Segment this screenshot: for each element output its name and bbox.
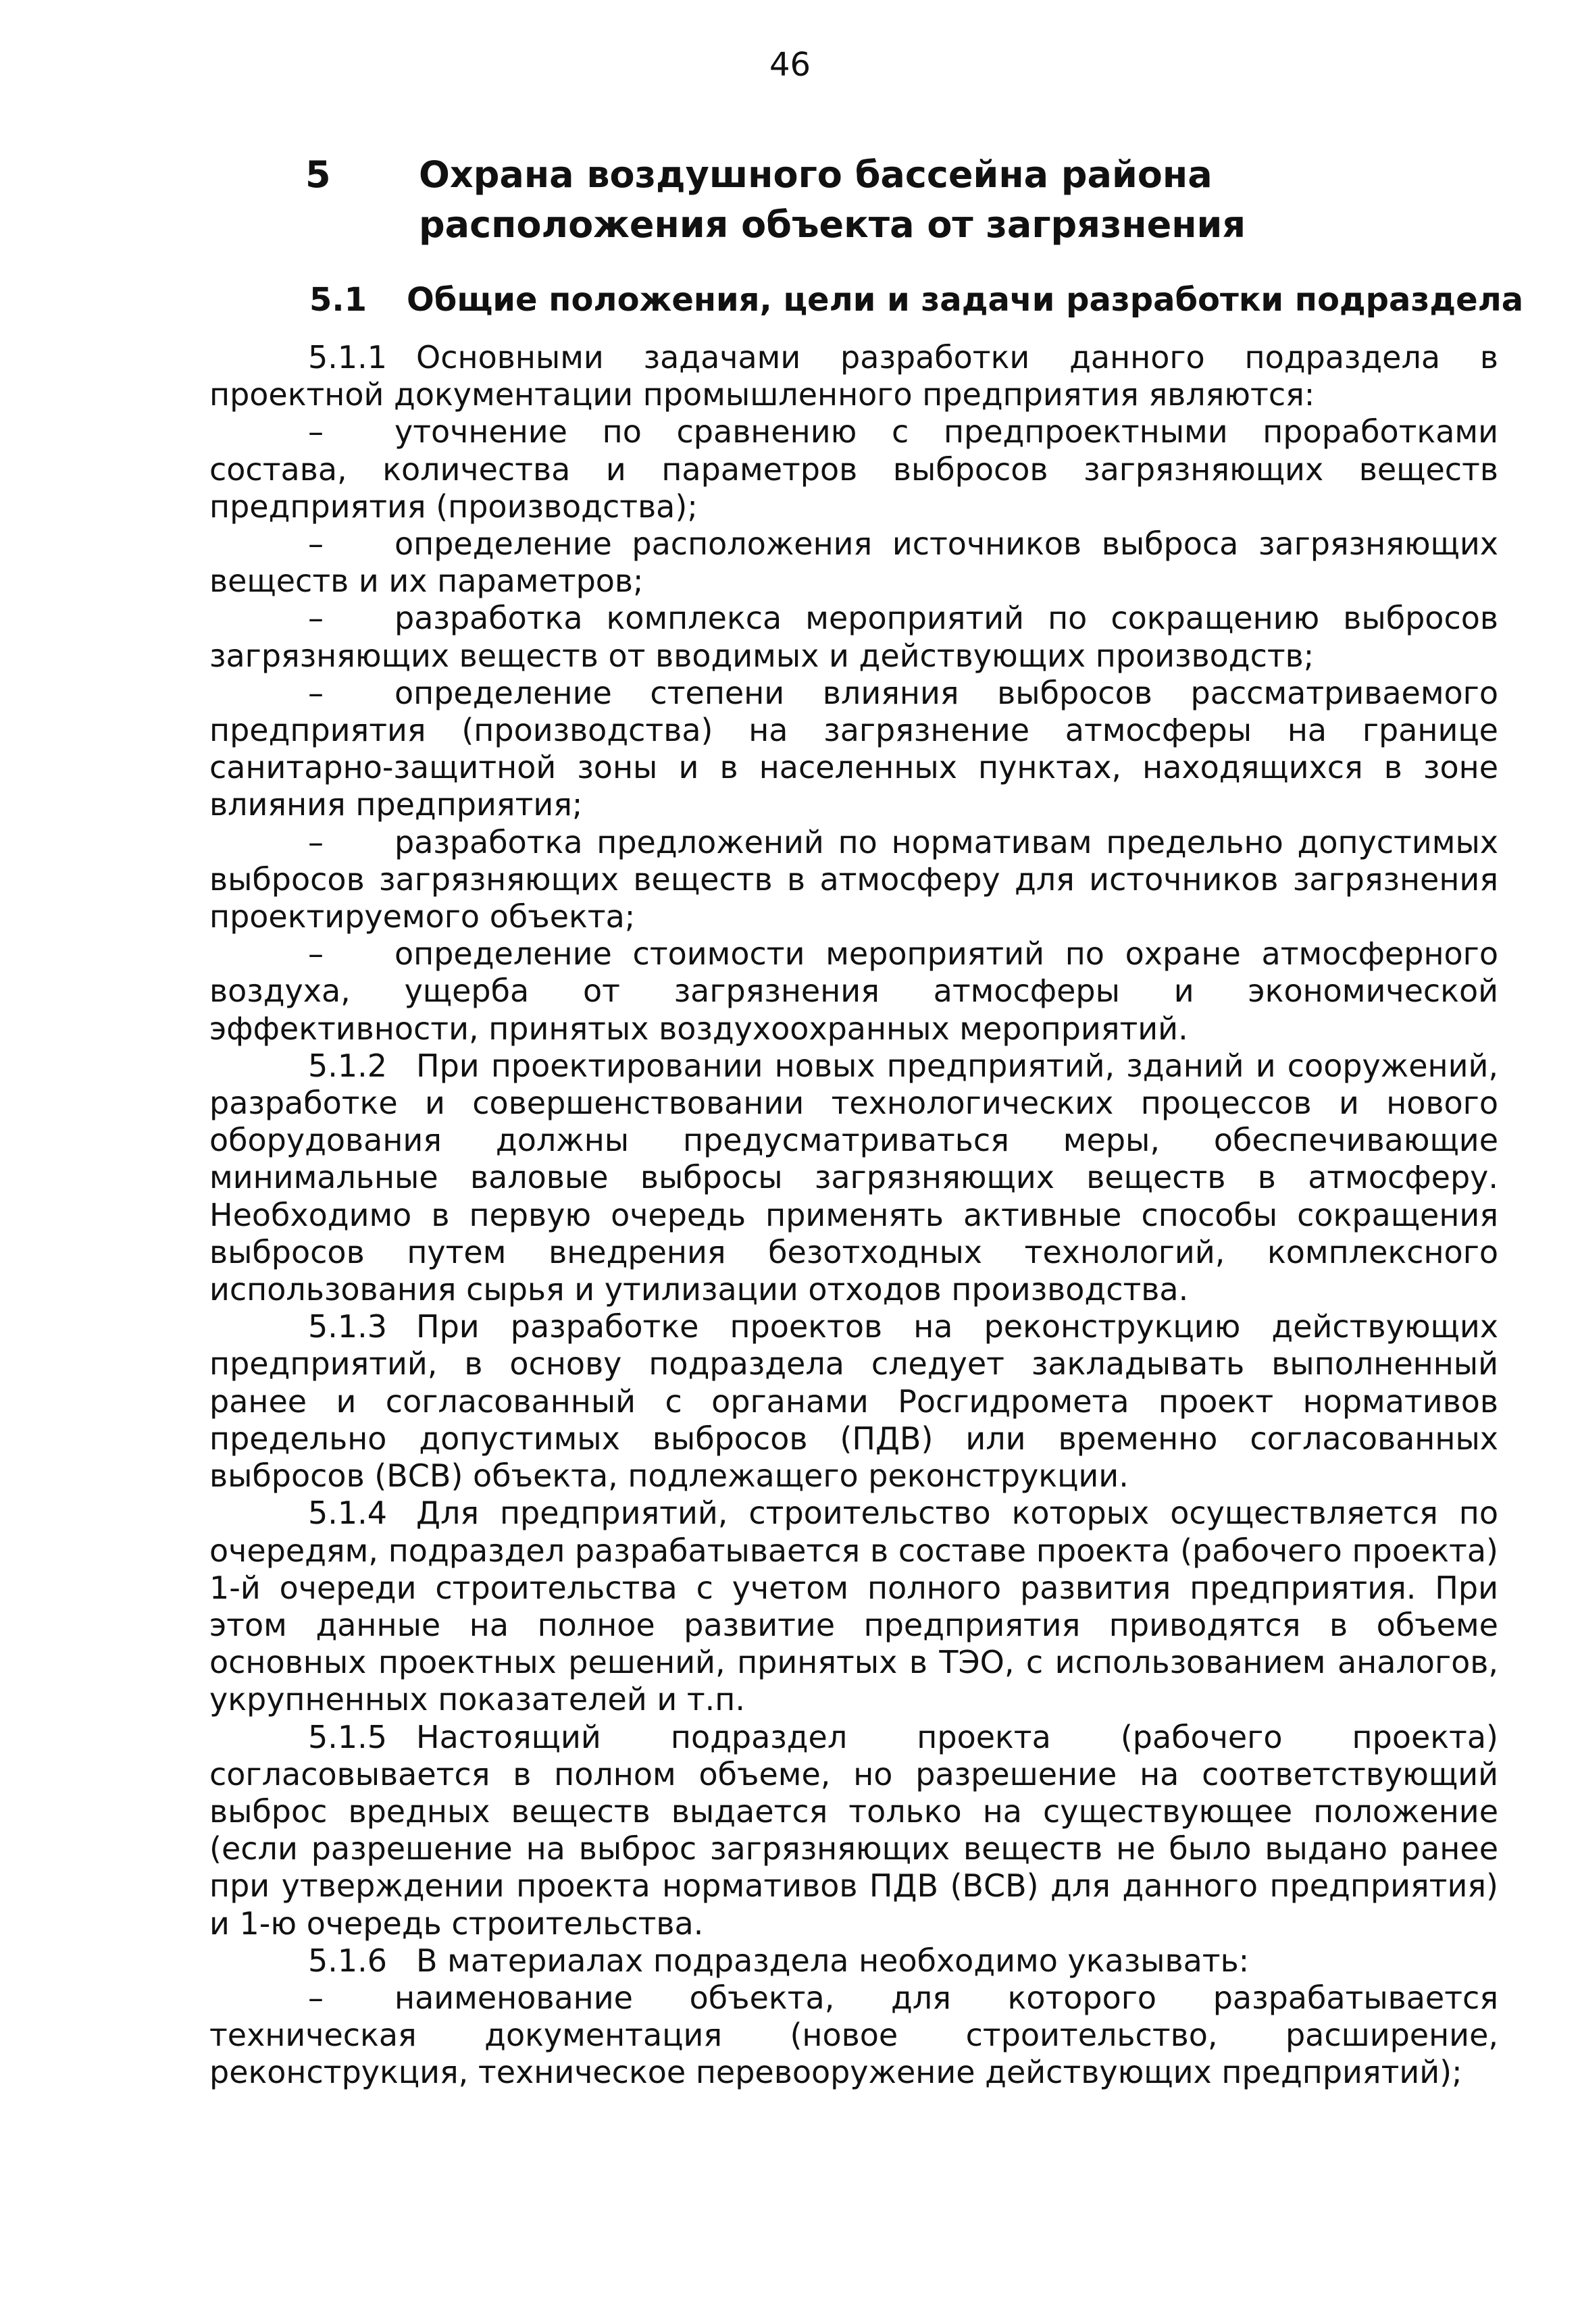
list-item [209, 600, 1498, 674]
list-dash: – [308, 413, 324, 450]
list-item-text: определение степени влияния выбросов рассматриваемого предприятия (производства) на загрязнение атмосферы на границе санитарно-защитной зоны и в населенных пунктах, находящихся в зоне влияния предприятия; [209, 674, 1498, 823]
paragraph-number: 5.1.4 [308, 1495, 388, 1532]
paragraph-5.1.6 [209, 1942, 1498, 1980]
paragraph-5.1.4 [209, 1495, 1498, 1718]
list-item [209, 824, 1498, 936]
section-number: 5 [305, 153, 331, 196]
paragraph-text: При проектировании новых предприятий, зданий и сооружений, разработке и совершенствовании технологических процессов и нового оборудования должны предусматриваться меры, обеспечивающие минимальные валовые выбросы загрязняющих веществ в атмосферу. Необходимо в первую очередь применять активные способы сокращения выбросов путем внедрения безотходных технологий, комплексного использования сырья и утилизации отходов производства. [209, 1047, 1498, 1308]
paragraph-number: 5.1.6 [308, 1942, 388, 1979]
paragraph-number: 5.1.5 [308, 1718, 388, 1755]
list-dash: – [308, 1979, 324, 2016]
paragraph-5.1.2 [209, 1048, 1498, 1308]
paragraph-number: 5.1.3 [308, 1308, 388, 1345]
subsection-number: 5.1 [309, 281, 367, 319]
list-dash: – [308, 823, 324, 860]
paragraph-5.1.1 [209, 339, 1498, 413]
list-item-text: наименование объекта, для которого разрабатывается техническая документация (новое строительство, расширение, реконструкция, техническое перевооружение действующих предприятий); [209, 1979, 1498, 2091]
list-item [209, 525, 1498, 600]
paragraph-5.1.3 [209, 1308, 1498, 1495]
list-dash: – [308, 674, 324, 711]
list-dash: – [308, 935, 324, 973]
paragraph-5.1.5 [209, 1719, 1498, 1942]
paragraph-text: В материалах подраздела необходимо указывать: [416, 1942, 1250, 1979]
list-item-text: уточнение по сравнению с предпроектными проработками состава, количества и параметров выбросов загрязняющих веществ предприятия (производства); [209, 413, 1498, 525]
list-item [209, 413, 1498, 525]
paragraph-number: 5.1.1 [308, 339, 388, 376]
list-item-text: разработка предложений по нормативам предельно допустимых выбросов загрязняющих веществ в атмосферу для источников загрязнения проектируемого объекта; [209, 823, 1498, 935]
list-dash: – [308, 600, 324, 637]
paragraph-number: 5.1.2 [308, 1047, 388, 1084]
list-dash: – [308, 525, 324, 563]
list-item [209, 935, 1498, 1048]
list-item-text: определение расположения источников выброса загрязняющих веществ и их параметров; [209, 525, 1498, 600]
list-item [209, 1980, 1498, 2092]
subsection-title: Общие положения, цели и задачи разработки подраздела [407, 281, 1524, 319]
document-body [209, 339, 1498, 2092]
paragraph-text: Для предприятий, строительство которых осуществляется по очередям, подраздел разрабатывается в составе проекта (рабочего проекта) 1-й очереди строительства с учетом полного развития предприятия. При этом данные на полное развитие предприятия приводятся в объеме основных проектных решений, принятых в ТЭО, с использованием аналогов, укрупненных показателей и т.п. [209, 1495, 1498, 1718]
paragraph-text: Настоящий подраздел проекта (рабочего проекта) согласовывается в полном объеме, но разрешение на соответствующий выброс вредных веществ выдается только на существующее положение (если разрешение на выброс загрязняющих веществ не было выдано ранее при утверждении проекта нормативов ПДВ (ВСВ) для данного предприятия) и 1-ю очередь строительства. [209, 1718, 1498, 1942]
paragraph-text: При разработке проектов на реконструкцию действующих предприятий, в основу подраздела следует закладывать выполненный ранее и согласованный с органами Росгидромета проект нормативов предельно допустимых выбросов (ПДВ) или временно согласованных выбросов (ВСВ) объекта, подлежащего реконструкции. [209, 1308, 1498, 1495]
section-title: Охрана воздушного бассейна района расположения объекта от загрязнения [419, 153, 1246, 246]
list-item-text: разработка комплекса мероприятий по сокращению выбросов загрязняющих веществ от вводимых и действующих производств; [209, 600, 1498, 674]
paragraph-text: Основными задачами разработки данного подраздела в проектной документации промышленного предприятия являются: [209, 339, 1498, 413]
list-item [209, 675, 1498, 824]
page-number: 46 [769, 46, 811, 84]
list-item-text: определение стоимости мероприятий по охране атмосферного воздуха, ущерба от загрязнения атмосферы и экономической эффективности, принятых воздухоохранных мероприятий. [209, 935, 1498, 1047]
